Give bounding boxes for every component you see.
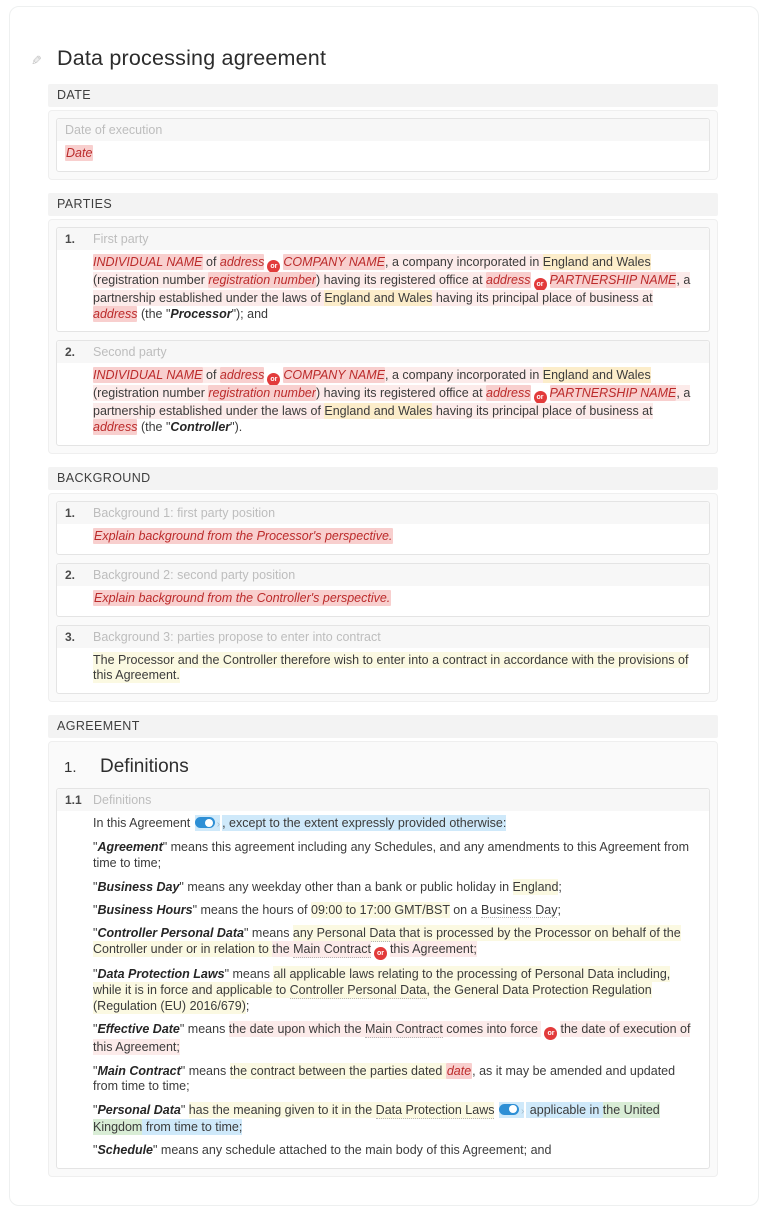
date-wrapper [48,110,718,180]
background-2-body [57,586,709,616]
text-segment: Processor [170,306,232,321]
text-segment: Data Protection Laws [97,967,225,982]
definition-agreement [93,840,693,872]
text-segment: " means [180,1063,230,1078]
text-segment: Main Contract [293,941,371,956]
date-placeholder-paragraph [65,146,693,162]
edit-pencil-icon[interactable]: ✎ [31,53,42,68]
party-first-header[interactable] [57,228,709,250]
text-segment: England and Wales [324,290,433,305]
text-segment: including, while it is in force and applicable to [93,967,671,998]
background-2-paragraph [93,591,693,607]
definition-effective-date [93,1022,693,1056]
text-segment: 09:00 to 17:00 GMT/BST [311,902,450,917]
text-segment: Controller [170,420,231,435]
text-segment: " [180,1102,189,1117]
text-segment: " means any weekday other than a bank or public holiday in [179,879,513,894]
text-segment: the date upon which the [228,1022,366,1037]
text-segment: having its principal place of business at [432,290,653,305]
text-segment: the contract between the parties dated [229,1063,446,1078]
toggle-pill[interactable] [499,1104,519,1115]
text-segment: " means [179,1022,229,1037]
background-3-body [57,648,709,694]
background-3-header[interactable] [57,626,709,648]
section-band-background: BACKGROUND [48,467,718,490]
party-first-number: 1. [65,231,76,246]
text-segment: address [486,386,531,401]
definition-data-protection-laws [93,967,693,1014]
section-background [48,467,718,702]
text-segment: Personal Data [316,926,396,941]
background-3-paragraph [93,653,693,685]
background-box-1 [56,501,710,555]
text-segment: of [202,254,220,269]
text-segment: (the " [137,306,171,321]
background-1-paragraph [93,529,693,545]
text-segment: Controller Personal Data [97,926,245,941]
text-segment: " [93,879,98,894]
definition-personal-data [93,1103,693,1136]
text-segment: registration number [208,386,317,401]
clause-1-1-body [57,811,709,1167]
clause-heading-number: 1. [64,759,77,777]
text-segment: Date [66,146,93,160]
text-segment: , a partnership established under the laws of [93,386,691,419]
definition-intro [93,816,693,833]
text-segment: " [93,1022,98,1037]
text-segment: " means [244,926,293,941]
background-3-number: 3. [65,629,76,644]
text-segment: , the General Data Protection Regulation (Regulation (EU) 2016/679) [93,983,652,1014]
text-segment: ; [558,879,562,894]
text-segment: Agreement [97,840,163,855]
party-box-first [56,227,710,333]
text-segment: date [446,1063,472,1078]
background-box-3 [56,625,710,695]
party-first-paragraph [93,255,693,323]
clause-heading[interactable] [56,749,710,788]
background-1-body [57,524,709,554]
toggle-knob [205,819,213,827]
date-box-header[interactable] [57,119,709,141]
text-segment: " means this agreement including any Schedules, and any amendments to this Agreement from time to time; [93,840,689,871]
text-segment: INDIVIDUAL NAME [93,254,203,269]
text-segment: any [292,926,317,941]
or-badge: or [534,391,547,404]
background-box-2 [56,563,710,617]
text-segment: " [93,1142,98,1157]
background-1-header[interactable] [57,502,709,524]
section-parties [48,193,718,454]
text-segment: address [219,368,265,383]
party-second-body [57,363,709,445]
text-segment: having its principal place of business at [432,404,653,419]
text-segment: , a company incorporated in [385,254,543,269]
text-segment: address [219,254,265,269]
text-segment: , a company incorporated in [385,368,543,383]
clause-1-1-title: Definitions [93,793,152,808]
text-segment: Main Contract [97,1063,181,1078]
definition-business-day [93,880,693,896]
text-segment: Schedule [97,1142,154,1157]
definition-schedule [93,1143,693,1159]
date-box-title: Date of execution [65,123,163,137]
document-title: Data processing agreement [57,46,327,70]
text-segment: "). [230,420,243,435]
background-2-title: Background 2: second party position [93,567,296,582]
text-segment: ) having its registered office at [316,386,487,401]
section-agreement [48,715,718,1176]
section-band-agreement: AGREEMENT [48,715,718,738]
section-band-date: DATE [48,84,718,107]
text-segment: this Agreement; [389,941,477,956]
text-segment: ) having its registered office at [316,272,487,287]
text-segment: , a partnership established under the laws of [93,272,691,305]
text-segment: The Processor and the Controller therefore wish to enter into a contract in accordance with the provisions of this Agreement. [93,652,689,683]
document-title-bar [31,46,718,71]
toggle-pill[interactable] [195,817,215,828]
text-segment: (registration number [93,386,209,401]
text-segment: INDIVIDUAL NAME [93,368,203,383]
text-segment: PARTNERSHIP NAME [549,272,677,287]
text-segment: Explain background from the Controller's perspective. [94,590,391,605]
text-segment: the United Kingdom [93,1102,660,1134]
text-segment [494,1103,497,1117]
or-badge: or [374,947,387,960]
text-segment: COMPANY NAME [283,368,386,383]
date-box [56,118,710,172]
or-badge: or [544,1027,557,1040]
party-second-number: 2. [65,345,76,360]
text-segment: that is processed by the Processor on behalf of the Controller under or in relation to [93,926,681,956]
text-segment: all applicable laws relating to the processing of [273,967,535,982]
party-second-header[interactable] [57,341,709,363]
text-segment: address [93,420,138,435]
date-box-body [57,141,709,171]
text-segment: (registration number [93,272,209,287]
text-segment: Controller Personal Data [289,983,427,998]
toggle-switch[interactable] [499,1102,524,1118]
text-segment: Main Contract [365,1022,443,1037]
text-segment: Effective Date [97,1022,180,1037]
text-segment: has the meaning given to it in the [188,1102,376,1117]
background-1-title: Background 1: first party position [93,505,276,520]
text-segment: address [486,272,531,287]
text-segment: Business Hours [97,902,193,917]
party-second-title: Second party [93,345,167,360]
text-segment: " [93,926,98,941]
text-segment: " means [224,967,274,982]
text-segment: (the " [137,420,171,435]
text-segment: England [512,879,559,894]
clause-1-1-number: 1.1 [65,793,82,808]
text-segment: England and Wales [324,404,433,419]
toggle-knob [509,1105,517,1113]
section-band-parties: PARTIES [48,193,718,216]
text-segment: COMPANY NAME [283,254,386,269]
text-segment: , as it may be amended and updated from time to time; [93,1063,676,1094]
text-segment: " [93,967,98,982]
text-segment: England and Wales [542,368,651,383]
text-segment: ; [557,902,561,917]
text-segment: from time to time; [142,1119,243,1134]
text-segment: registration number [208,272,317,287]
text-segment: comes into force [442,1022,542,1037]
text-segment: PARTNERSHIP NAME [549,386,677,401]
background-2-header[interactable] [57,564,709,586]
text-segment: Data Protection Laws [375,1102,495,1117]
section-date [48,84,718,180]
text-segment: address [93,306,138,321]
background-wrapper [48,493,718,702]
text-segment: of [202,368,220,383]
clause-heading-text: Definitions [100,756,189,778]
definition-controller-personal-data [93,926,693,960]
text-segment: " means any schedule attached to the main body of this Agreement; and [153,1142,552,1157]
text-segment: applicable in [526,1102,603,1117]
background-2-number: 2. [65,567,76,582]
text-segment: Explain background from the Processor's perspective. [94,528,393,543]
party-box-second [56,340,710,446]
text-segment: the date of execution of this Agreement; [93,1022,691,1055]
text-segment: " [93,840,98,855]
text-segment: " means the hours of [192,902,311,917]
clause-box-definitions [56,788,710,1168]
text-segment: In this Agreement [93,816,194,831]
background-3-title: Background 3: parties propose to enter into contract [93,629,381,644]
clause-1-1-header[interactable] [57,789,709,811]
or-badge: or [267,260,280,273]
text-segment: , except to the extent expressly provided otherwise: [222,816,507,831]
text-segment: Business Day [481,902,558,917]
party-second-paragraph [93,368,693,436]
text-segment: on a [449,902,482,917]
text-segment: ; [245,999,250,1014]
definition-main-contract [93,1064,693,1096]
toggle-switch[interactable] [195,815,220,831]
text-segment: Personal Data [97,1102,181,1117]
text-segment: " [93,1102,98,1117]
parties-wrapper [48,219,718,454]
text-segment: Personal Data [534,967,614,982]
text-segment: " [93,902,98,917]
party-first-title: First party [93,231,149,246]
party-first-body [57,250,709,332]
text-segment: " [93,1063,98,1078]
text-segment: Business Day [97,879,180,894]
or-badge: or [267,373,280,386]
background-1-number: 1. [65,505,76,520]
agreement-wrapper [48,741,718,1176]
definition-business-hours [93,903,693,919]
or-badge: or [534,278,547,291]
text-segment: "); and [231,306,268,321]
text-segment: England and Wales [542,254,651,269]
text-segment: the [272,941,294,956]
